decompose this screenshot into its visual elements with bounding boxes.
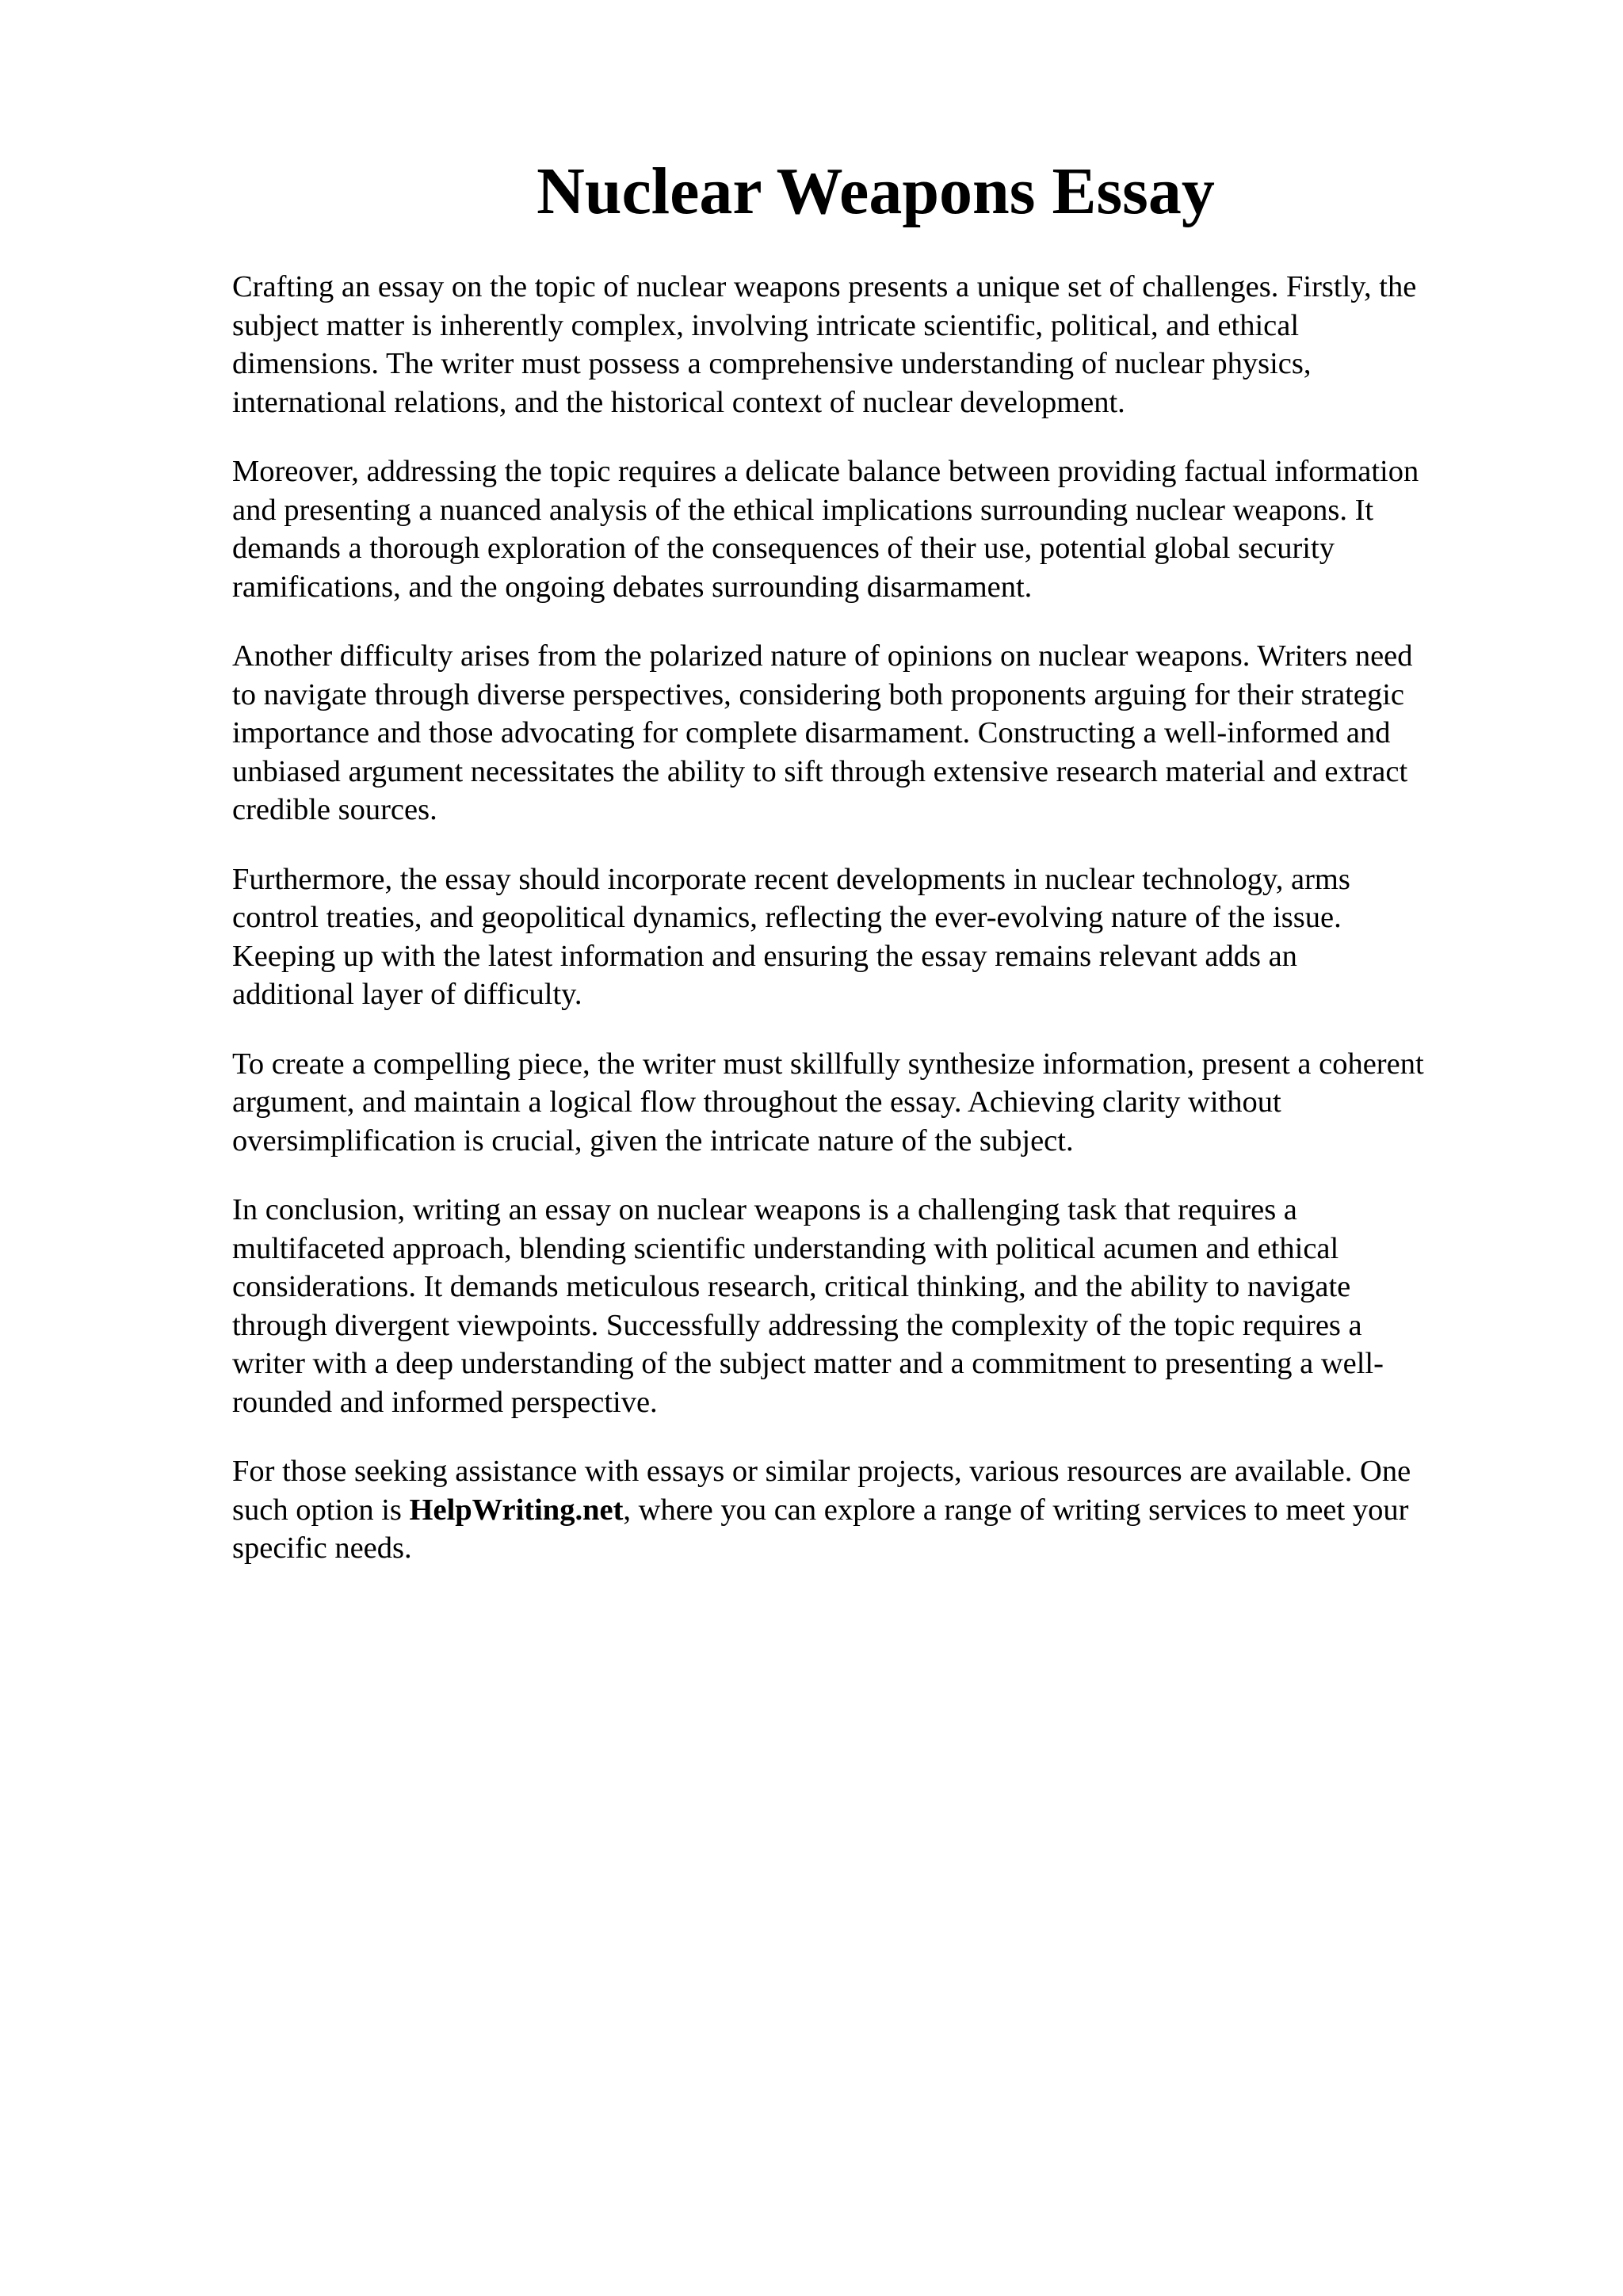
text-line: [232, 1491, 1623, 1530]
text-line: Moreover, addressing the topic requires a delicate balance between providing factual information: [232, 455, 1419, 488]
text-line: subject matter is inherently complex, involving intricate scientific, political, and ethical: [232, 308, 1300, 342]
essay-body: [232, 268, 1623, 1599]
document-title: Nuclear Weapons Essay: [537, 154, 1215, 228]
paragraph-1: [232, 268, 1623, 421]
text-line: international relations, and the historical context of nuclear development.: [232, 385, 1125, 419]
text-line: additional layer of difficulty.: [232, 978, 582, 1011]
text-line: argument, and maintain a logical flow throughout the essay. Achieving clarity without: [232, 1085, 1281, 1119]
text-line: control treaties, and geopolitical dynamics, reflecting the ever-evolving nature of the issue.: [232, 901, 1342, 934]
text-line: credible sources.: [232, 793, 437, 826]
text-line: multifaceted approach, blending scientific understanding with political acumen and ethical: [232, 1231, 1339, 1265]
text-line: specific needs.: [232, 1531, 412, 1565]
text-line: For those seeking assistance with essays or similar projects, various resources are available. One: [232, 1455, 1411, 1488]
paragraph-5: [232, 1045, 1623, 1161]
text-line: In conclusion, writing an essay on nuclear weapons is a challenging task that requires a: [232, 1193, 1297, 1226]
text-line: ramifications, and the ongoing debates surrounding disarmament.: [232, 570, 1033, 604]
text-line: Another difficulty arises from the polarized nature of opinions on nuclear weapons. Writers need: [232, 639, 1413, 673]
text-line: to navigate through diverse perspectives, considering both proponents arguing for their strategic: [232, 677, 1404, 711]
text-line: Keeping up with the latest information and ensuring the essay remains relevant adds an: [232, 939, 1297, 973]
text-line: importance and those advocating for complete disarmament. Constructing a well-informed and: [232, 716, 1391, 749]
text-line: To create a compelling piece, the writer must skillfully synthesize information, present a coherent: [232, 1047, 1424, 1081]
helpwriting-link[interactable]: HelpWriting.net: [409, 1493, 624, 1527]
text-line: demands a thorough exploration of the consequences of their use, potential global security: [232, 532, 1335, 565]
closing-paragraph: [232, 1452, 1623, 1568]
text-line: Crafting an essay on the topic of nuclear weapons presents a unique set of challenges. Firstly, the: [232, 270, 1417, 303]
text-line: oversimplification is crucial, given the intricate nature of the subject.: [232, 1123, 1074, 1158]
paragraph-2: [232, 452, 1623, 606]
paragraph-4: [232, 860, 1623, 1014]
text-line: Furthermore, the essay should incorporate recent developments in nuclear technology, arms: [232, 862, 1350, 896]
paragraph-6: [232, 1191, 1623, 1421]
paragraph-3: [232, 637, 1623, 830]
text-line: and presenting a nuanced analysis of the ethical implications surrounding nuclear weapons. It: [232, 493, 1374, 527]
text-line: rounded and informed perspective.: [232, 1385, 658, 1419]
text-line: considerations. It demands meticulous research, critical thinking, and the ability to navigate: [232, 1270, 1351, 1303]
text-line: writer with a deep understanding of the subject matter and a commitment to presenting a well-: [232, 1347, 1384, 1380]
text-line: through divergent viewpoints. Successfully addressing the complexity of the topic requires a: [232, 1308, 1362, 1342]
text-line: unbiased argument necessitates the ability to sift through extensive research material and extract: [232, 754, 1408, 788]
closing-text-before-link: such option is: [232, 1493, 410, 1527]
closing-text-after-link: , where you can explore a range of writing services to meet your: [623, 1493, 1409, 1527]
text-line: dimensions. The writer must possess a comprehensive understanding of nuclear physics,: [232, 347, 1312, 380]
